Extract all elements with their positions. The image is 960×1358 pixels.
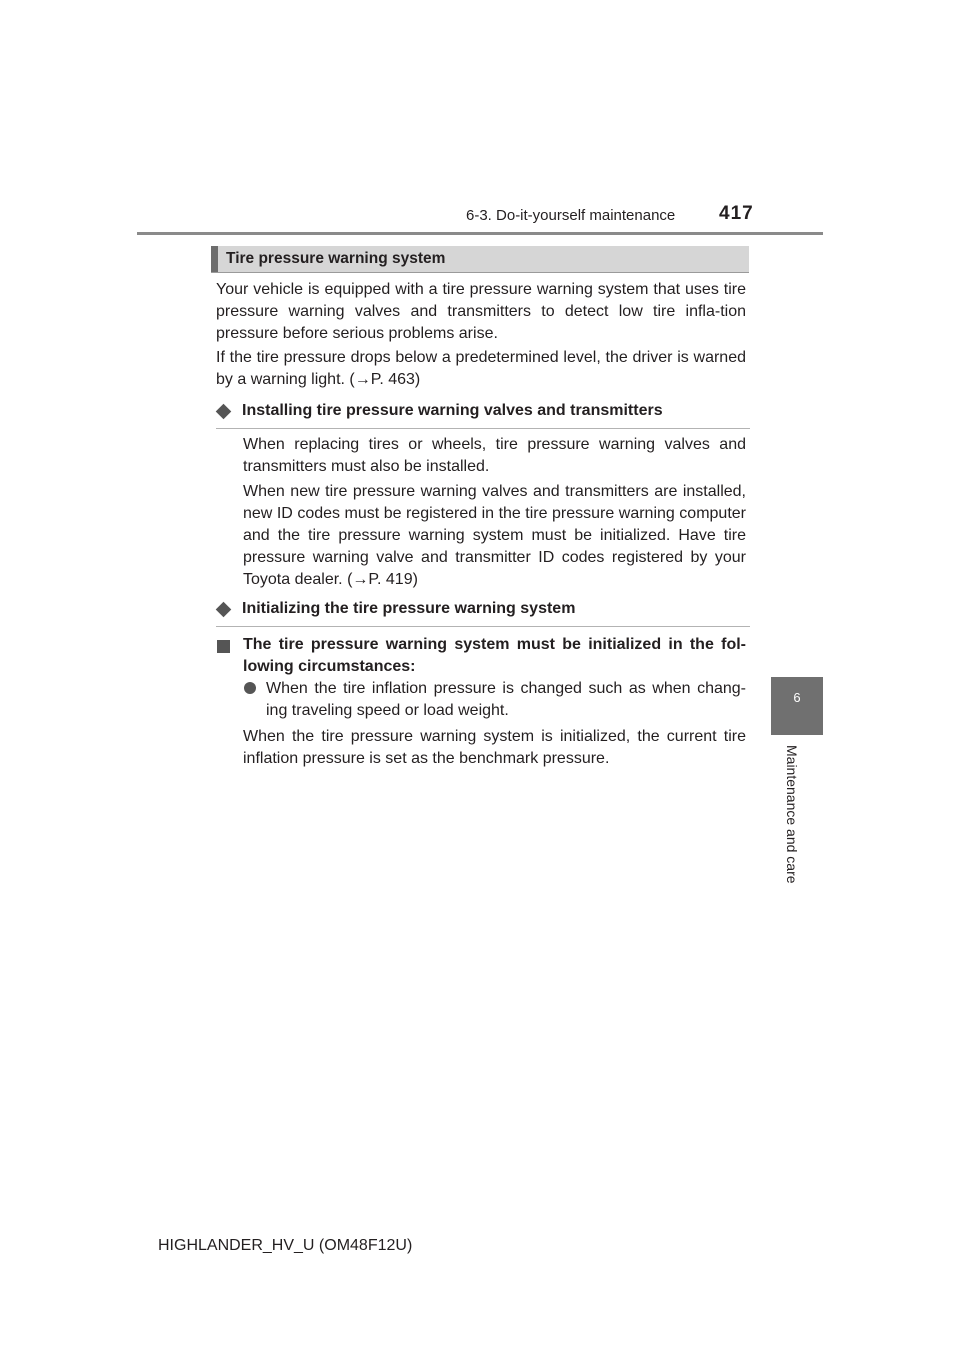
header-rule [137,232,823,235]
diamond-bullet-icon [216,602,232,618]
intro-paragraph-2: If the tire pressure drops below a predetermined level, the driver is warned by a warning light. (→P. 463) [216,349,746,388]
installing-paragraph-1: When replacing tires or wheels, tire pressure warning valves and transmitters must also be installed. [243,436,746,475]
subsection-heading-initializing [216,600,750,627]
section-title-accent [211,246,218,272]
section-title-bar [211,246,749,273]
running-header-section: 6-3. Do-it-yourself maintenance [466,207,676,224]
intro-paragraph-1: Your vehicle is equipped with a tire pressure warning system that uses tire pressure warning valves and transmitters to detect low tire infla-tion pressure before serious problems arise. [216,281,746,342]
initialization-bullet-text: When the tire inflation pressure is changed such as when chang-ing traveling speed or load weight. [266,680,746,719]
installing-paragraph-2: When new tire pressure warning valves and transmitters are installed, new ID codes must be registered in the tire pressure warning computer and the tire pressure warning system must be initialized. Have tire pressure warning valve and transmitter ID codes registered by your Toyota dealer. (→P. 419) [243,483,746,588]
initialization-circumstances-heading: The tire pressure warning system must be initialized in the fol-lowing circumstances: [243,636,746,675]
subsection-heading-installing [216,402,750,429]
circle-bullet-icon [244,682,256,694]
manual-code: HIGHLANDER_HV_U (OM48F12U) [158,1237,413,1254]
initialization-note: When the tire pressure warning system is initialized, the current tire inflation pressure is set as the benchmark pressure. [243,728,746,767]
section-title: Tire pressure warning system [226,250,446,267]
diamond-bullet-icon [216,404,232,420]
square-bullet-icon [217,640,230,653]
subsection-title: Installing tire pressure warning valves and transmitters [242,402,663,419]
chapter-number: 6 [793,690,801,705]
page-number: 417 [719,203,754,224]
chapter-tab [771,677,823,735]
chapter-title: Maintenance and care [784,745,800,884]
subsection-title: Initializing the tire pressure warning system [242,600,576,617]
